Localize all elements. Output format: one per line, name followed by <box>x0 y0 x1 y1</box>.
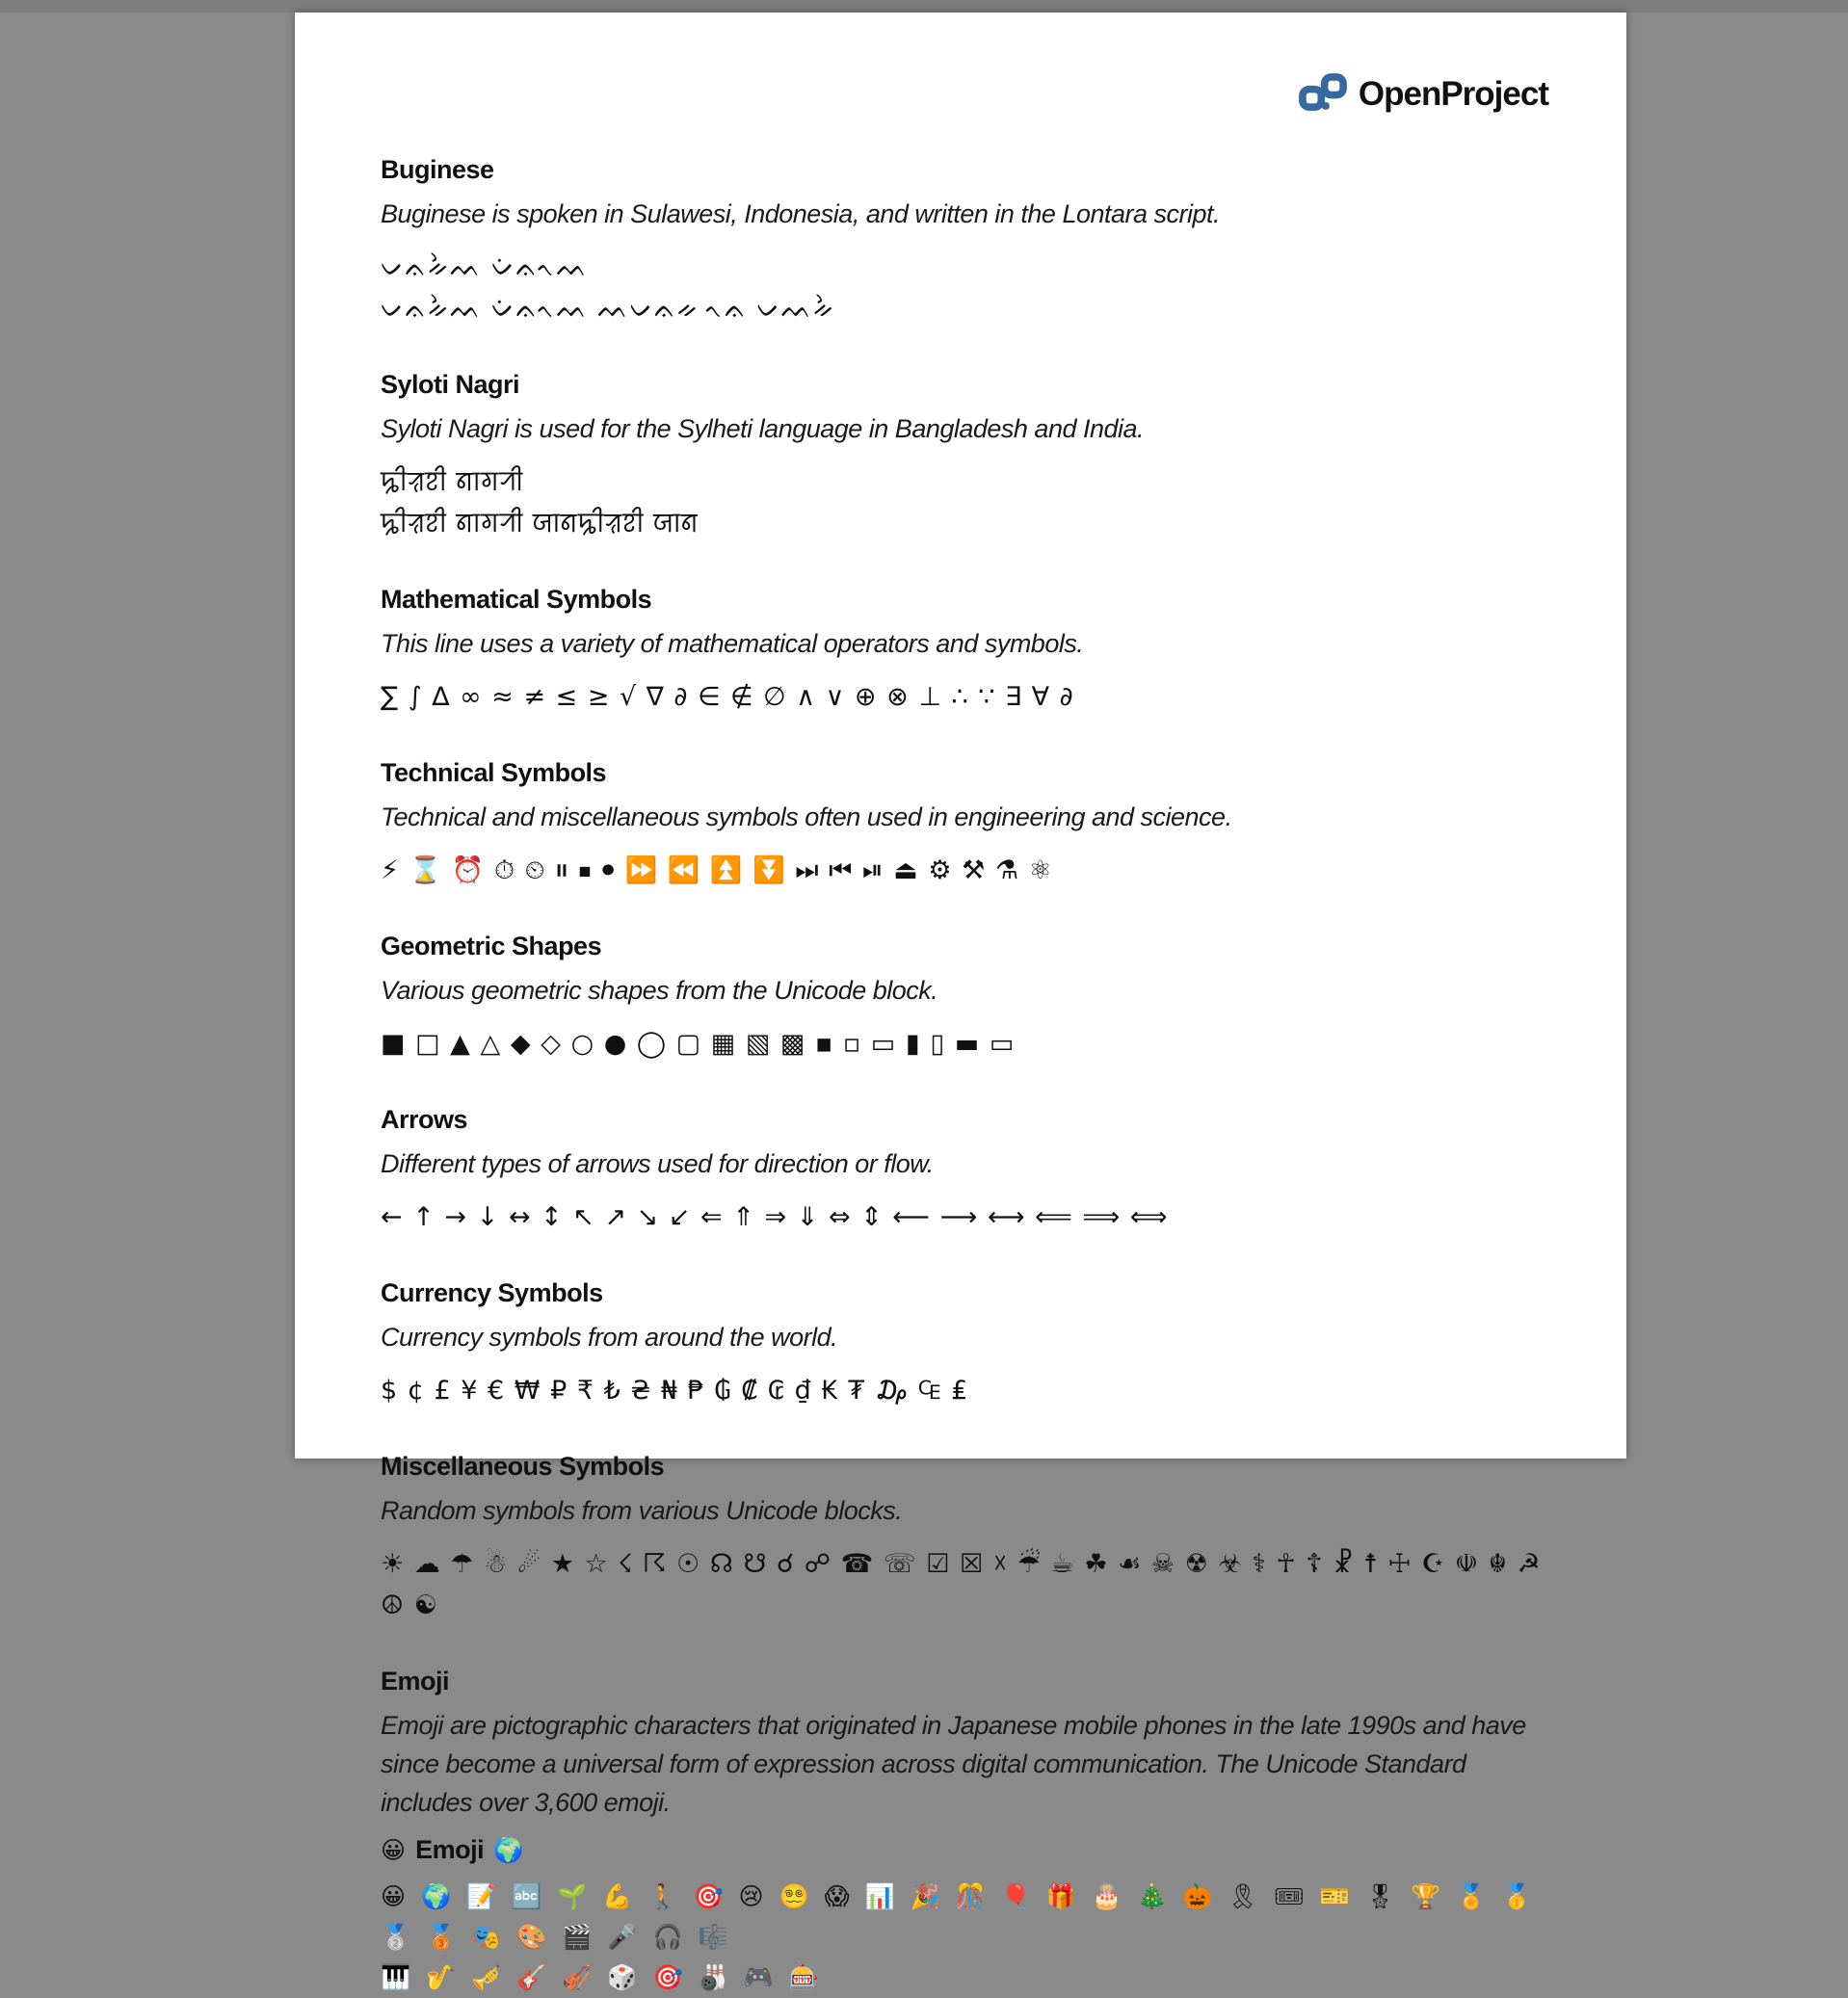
section-arrows <box>381 1105 1548 1238</box>
globe-emoji-icon: 🌍 <box>493 1835 524 1864</box>
syloti-sample-line-2: ꠍꠤꠟꠐꠤ ꠘꠣꠉꠞꠤ ꠎꠣꠘꠍꠤꠟꠐꠤ ꠎꠣꠘ <box>381 509 699 539</box>
section-heading: Arrows <box>381 1105 468 1134</box>
section-description: This line uses a variety of mathematical operators and symbols. <box>381 629 1084 658</box>
grinning-face-emoji-icon: 😀 <box>381 1836 407 1864</box>
section-heading: Technical Symbols <box>381 758 607 787</box>
section-description: Different types of arrows used for direction or flow. <box>381 1149 934 1178</box>
page-content <box>381 72 1548 1998</box>
section-heading: Geometric Shapes <box>381 932 602 960</box>
section-description: Various geometric shapes from the Unicode block. <box>381 976 938 1005</box>
section-technical-symbols <box>381 758 1548 891</box>
emoji-subheading <box>381 1835 1548 1865</box>
buginese-sample-line-2: ᨆᨊᨀᨛᨓ ᨆᨗᨊᨚᨓ ᨓᨆᨊᨀ ᨚᨊ ᨆᨓᨀᨛ <box>381 294 836 324</box>
emoji-subheading-label: Emoji <box>415 1835 485 1864</box>
openproject-logo-icon <box>1297 71 1349 118</box>
openproject-logo <box>1297 71 1548 118</box>
buginese-sample-line-1: ᨆᨊᨀᨛᨓ ᨆᨗᨊᨚᨓ <box>381 252 589 282</box>
section-syloti-nagri <box>381 370 1548 544</box>
section-emoji <box>381 1667 1548 1998</box>
document-page <box>295 13 1626 1991</box>
section-heading: Currency Symbols <box>381 1278 603 1307</box>
section-description: Technical and miscellaneous symbols often used in engineering and science. <box>381 802 1232 831</box>
section-description: Currency symbols from around the world. <box>381 1323 838 1352</box>
section-heading: Miscellaneous Symbols <box>381 1452 665 1481</box>
section-heading: Emoji <box>381 1667 450 1696</box>
arrows-line: ← ↑ → ↓ ↔ ↕ ↖ ↗ ↘ ↙ ⇐ ⇑ ⇒ ⇓ ⇔ ⇕ ⟵ ⟶ ⟷ ⟸ ⟹ ⟺ <box>381 1202 1169 1232</box>
section-heading: Buginese <box>381 155 494 184</box>
section-description: Random symbols from various Unicode blocks. <box>381 1496 903 1525</box>
openproject-logo-text: OpenProject <box>1358 75 1548 113</box>
math-symbols-line: ∑ ∫ ∆ ∞ ≈ ≠ ≤ ≥ √ ∇ ∂ ∈ ∉ ∅ ∧ ∨ ⊕ ⊗ ⊥ ∴ ∵ ∃ ∀ ∂ <box>381 682 1074 712</box>
section-currency-symbols <box>381 1278 1548 1411</box>
section-heading: Syloti Nagri <box>381 370 520 399</box>
section-description: Emoji are pictographic characters that originated in Japanese mobile phones in the late 1990s and have since become a universal form of expression across digital communication. The Unicode Standard includes over 3,600 emoji. <box>381 1711 1526 1817</box>
emoji-sample-line-2: 🎹 🎷 🎺 🎸 🎻 🎲 🎯 🎳 🎮 🎰 <box>381 1963 823 1991</box>
currency-symbols-line: $ ¢ £ ¥ € ₩ ₽ ₹ ₺ ₴ ₦ ₱ ₲ ₡ ₢ ₫ ₭ ₮ ₯ ₠ ₤ <box>381 1376 969 1406</box>
section-mathematical-symbols <box>381 585 1548 718</box>
emoji-sample-line-1: 😀 🌍 📝 🔤 🌱 💪 🚶 🎯 😢 😵‍💫 😱 📊 🎉 🎊 🎈 🎁 🎂 🎄 🎃 🎗 🎟 🎫 🎖 🏆 🏅 🥇 🥈 🥉 🎭 🎨 🎬 🎤 🎧 🎼 <box>381 1882 1536 1951</box>
miscellaneous-symbols-line: ☀ ☁ ☂ ☃ ☄ ★ ☆ ☇ ☈ ☉ ☊ ☋ ☌ ☍ ☎ ☏ ☑ ☒ ☓ ☔ ☕ ☘ ☙ ☠ ☢ ☣ ⚕ ☥ ☦ ☧ ☨ ☩ ☪ ☫ ☬ ☭ ☮ ☯ <box>381 1549 1542 1620</box>
syloti-sample-line-1: ꠍꠤꠟꠐꠤ ꠘꠣꠉꠞꠤ <box>381 467 524 497</box>
section-geometric-shapes <box>381 932 1548 1065</box>
section-description: Syloti Nagri is used for the Sylheti language in Bangladesh and India. <box>381 414 1145 443</box>
section-miscellaneous-symbols <box>381 1452 1548 1626</box>
section-buginese <box>381 155 1548 329</box>
geometric-shapes-line: ■ □ ▲ △ ◆ ◇ ○ ● ◯ ▢ ▦ ▧ ▩ ▪ ▫ ▭ ▮ ▯ ▬ ▭ <box>381 1029 1016 1059</box>
window-top-edge <box>0 0 1848 13</box>
logo-row <box>381 72 1548 117</box>
section-heading: Mathematical Symbols <box>381 585 652 614</box>
technical-symbols-line: ⚡ ⌛ ⏰ ⏱ ⏲ ⏸ ⏹ ⏺ ⏩ ⏪ ⏫ ⏬ ⏭ ⏮ ⏯ ⏏ ⚙ ⚒ ⚗ ⚛ <box>381 855 1053 885</box>
section-description: Buginese is spoken in Sulawesi, Indonesia, and written in the Lontara script. <box>381 199 1221 228</box>
